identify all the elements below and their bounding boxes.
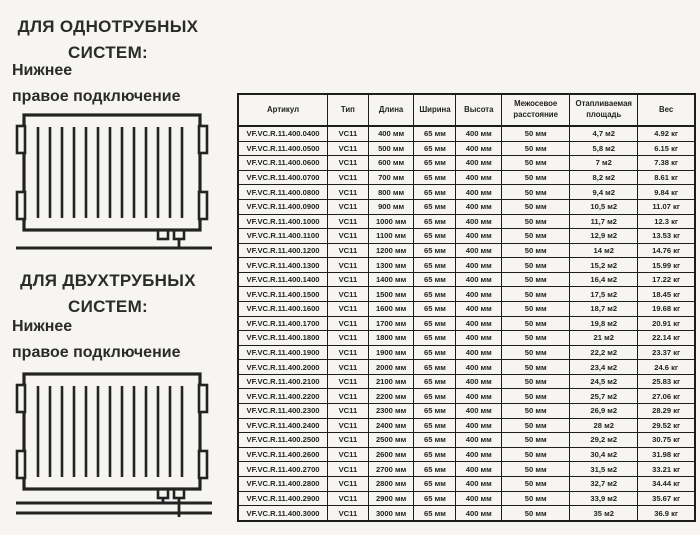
table-cell: 65 мм — [414, 170, 456, 185]
table-cell: 33,9 м2 — [570, 491, 638, 506]
table-cell: 65 мм — [414, 491, 456, 506]
table-cell: 1200 мм — [368, 243, 414, 258]
table-cell: 400 мм — [456, 156, 502, 171]
table-cell: 50 мм — [502, 301, 570, 316]
table-row — [238, 272, 695, 287]
table-cell: VF.VC.R.11.400.1700 — [238, 316, 328, 331]
table-cell: 50 мм — [502, 156, 570, 171]
table-cell: 65 мм — [414, 287, 456, 302]
table-cell: 65 мм — [414, 301, 456, 316]
table-cell: 9,4 м2 — [570, 185, 638, 200]
table-cell: VC11 — [328, 433, 369, 448]
table-cell: 50 мм — [502, 447, 570, 462]
table-cell: 32,7 м2 — [570, 476, 638, 491]
table-cell: VF.VC.R.11.400.2200 — [238, 389, 328, 404]
table-cell: 10,5 м2 — [570, 199, 638, 214]
table-row — [238, 374, 695, 389]
table-cell: 900 мм — [368, 199, 414, 214]
table-cell: 21 м2 — [570, 331, 638, 346]
table-cell: VC11 — [328, 360, 369, 375]
table-cell: VF.VC.R.11.400.1100 — [238, 229, 328, 244]
table-cell: VC11 — [328, 258, 369, 273]
table-cell: 65 мм — [414, 272, 456, 287]
table-cell: 30,4 м2 — [570, 447, 638, 462]
table-cell: VC11 — [328, 418, 369, 433]
table-cell: 50 мм — [502, 199, 570, 214]
table-cell: VF.VC.R.11.400.2000 — [238, 360, 328, 375]
table-cell: 26,9 м2 — [570, 404, 638, 419]
table-cell: VF.VC.R.11.400.2500 — [238, 433, 328, 448]
table-row — [238, 316, 695, 331]
table-cell: VC11 — [328, 476, 369, 491]
table-cell: VF.VC.R.11.400.1000 — [238, 214, 328, 229]
table-cell: 65 мм — [414, 345, 456, 360]
table-cell: 33.21 кг — [638, 462, 695, 477]
table-row — [238, 491, 695, 506]
table-cell: 2700 мм — [368, 462, 414, 477]
table-cell: 400 мм — [456, 374, 502, 389]
table-cell: 28.29 кг — [638, 404, 695, 419]
heading-two-pipe-systems — [8, 268, 208, 319]
table-cell: 27.06 кг — [638, 389, 695, 404]
col-header-height: Высота — [456, 94, 502, 126]
table-cell: 1700 мм — [368, 316, 414, 331]
table-cell: 22,2 м2 — [570, 345, 638, 360]
connection-line: Нижнее — [12, 318, 73, 335]
table-cell: 65 мм — [414, 331, 456, 346]
table-row — [238, 156, 695, 171]
table-row — [238, 185, 695, 200]
col-header-weight: Вес — [638, 94, 695, 126]
table-cell: 400 мм — [456, 141, 502, 156]
table-cell: 34.44 кг — [638, 476, 695, 491]
table-cell: 400 мм — [456, 345, 502, 360]
table-cell: 4,7 м2 — [570, 126, 638, 141]
table-cell: 400 мм — [456, 126, 502, 141]
table-row — [238, 418, 695, 433]
table-row — [238, 476, 695, 491]
table-cell: 2000 мм — [368, 360, 414, 375]
table-cell: 65 мм — [414, 316, 456, 331]
table-cell: 400 мм — [456, 462, 502, 477]
table-cell: 65 мм — [414, 214, 456, 229]
table-cell: 1900 мм — [368, 345, 414, 360]
table-cell: 5,8 м2 — [570, 141, 638, 156]
table-cell: VF.VC.R.11.400.0900 — [238, 199, 328, 214]
table-row — [238, 287, 695, 302]
table-row — [238, 301, 695, 316]
table-cell: 400 мм — [368, 126, 414, 141]
table-cell: VF.VC.R.11.400.2600 — [238, 447, 328, 462]
connection-line: правое подключение — [12, 343, 181, 361]
table-cell: 23,4 м2 — [570, 360, 638, 375]
table-row — [238, 141, 695, 156]
table-cell: 15.99 кг — [638, 258, 695, 273]
table-cell: 1100 мм — [368, 229, 414, 244]
table-cell: 65 мм — [414, 389, 456, 404]
table-cell: VC11 — [328, 243, 369, 258]
table-cell: VC11 — [328, 316, 369, 331]
table-cell: VC11 — [328, 374, 369, 389]
table-row — [238, 404, 695, 419]
table-cell: 20.91 кг — [638, 316, 695, 331]
col-header-length: Длина — [368, 94, 414, 126]
table-row — [238, 170, 695, 185]
table-cell: 50 мм — [502, 126, 570, 141]
table-cell: 8,2 м2 — [570, 170, 638, 185]
heading-line: СИСТЕМ: — [68, 42, 148, 62]
table-cell: VC11 — [328, 506, 369, 521]
col-header-width: Ширина — [414, 94, 456, 126]
table-cell: VF.VC.R.11.400.2300 — [238, 404, 328, 419]
table-cell: 22.14 кг — [638, 331, 695, 346]
sidebar — [8, 0, 230, 535]
table-cell: 400 мм — [456, 272, 502, 287]
table-cell: 400 мм — [456, 199, 502, 214]
table-cell: 23.37 кг — [638, 345, 695, 360]
table-cell: 24,5 м2 — [570, 374, 638, 389]
table-cell: 19,8 м2 — [570, 316, 638, 331]
table-cell: 65 мм — [414, 418, 456, 433]
table-cell: 2900 мм — [368, 491, 414, 506]
table-cell: 50 мм — [502, 433, 570, 448]
table-row — [238, 360, 695, 375]
table-cell: VC11 — [328, 462, 369, 477]
table-cell: 8.61 кг — [638, 170, 695, 185]
table-cell: 11.07 кг — [638, 199, 695, 214]
table-cell: 24.6 кг — [638, 360, 695, 375]
table-cell: 400 мм — [456, 316, 502, 331]
table-cell: 2200 мм — [368, 389, 414, 404]
table-cell: VF.VC.R.11.400.3000 — [238, 506, 328, 521]
table-cell: 50 мм — [502, 345, 570, 360]
table-cell: 600 мм — [368, 156, 414, 171]
table-cell: 65 мм — [414, 506, 456, 521]
table-cell: 12.3 кг — [638, 214, 695, 229]
table-cell: VF.VC.R.11.400.1400 — [238, 272, 328, 287]
table-cell: 400 мм — [456, 506, 502, 521]
heading-line: ДЛЯ ОДНОТРУБНЫХ — [17, 17, 199, 36]
table-cell: 14.76 кг — [638, 243, 695, 258]
table-cell: 25,7 м2 — [570, 389, 638, 404]
table-cell: VC11 — [328, 301, 369, 316]
table-cell: 50 мм — [502, 404, 570, 419]
table-cell: 65 мм — [414, 462, 456, 477]
table-cell: 400 мм — [456, 243, 502, 258]
table-cell: 400 мм — [456, 170, 502, 185]
table-cell: 50 мм — [502, 506, 570, 521]
table-cell: 400 мм — [456, 258, 502, 273]
table-cell: 65 мм — [414, 199, 456, 214]
table-cell: VF.VC.R.11.400.1800 — [238, 331, 328, 346]
table-cell: 11,7 м2 — [570, 214, 638, 229]
table-cell: 35.67 кг — [638, 491, 695, 506]
table-row — [238, 447, 695, 462]
heading-line: СИСТЕМ: — [68, 296, 148, 316]
heading-line: ДЛЯ ДВУХТРУБНЫХ — [20, 271, 196, 290]
table-cell: VC11 — [328, 141, 369, 156]
table-cell: 50 мм — [502, 243, 570, 258]
table-cell: 50 мм — [502, 462, 570, 477]
table-cell: 50 мм — [502, 389, 570, 404]
table-row — [238, 126, 695, 141]
table-cell: 1400 мм — [368, 272, 414, 287]
table-cell: 400 мм — [456, 301, 502, 316]
table-cell: VF.VC.R.11.400.2400 — [238, 418, 328, 433]
table-cell: 13.53 кг — [638, 229, 695, 244]
table-cell: 400 мм — [456, 229, 502, 244]
table-cell: VF.VC.R.11.400.0700 — [238, 170, 328, 185]
table-cell: 65 мм — [414, 404, 456, 419]
col-header-article: Артикул — [238, 94, 328, 126]
spec-table — [237, 93, 696, 522]
table-cell: 400 мм — [456, 491, 502, 506]
table-cell: 6.15 кг — [638, 141, 695, 156]
table-cell: VC11 — [328, 389, 369, 404]
col-header-axial-distance: Межосевое расстояние — [502, 94, 570, 126]
table-cell: 400 мм — [456, 404, 502, 419]
table-cell: 15,2 м2 — [570, 258, 638, 273]
table-row — [238, 462, 695, 477]
table-cell: 36.9 кг — [638, 506, 695, 521]
table-cell: 400 мм — [456, 185, 502, 200]
table-cell: 29,2 м2 — [570, 433, 638, 448]
table-cell: VF.VC.R.11.400.2900 — [238, 491, 328, 506]
table-row — [238, 345, 695, 360]
table-cell: VC11 — [328, 170, 369, 185]
table-cell: VC11 — [328, 229, 369, 244]
table-cell: 2800 мм — [368, 476, 414, 491]
table-cell: 400 мм — [456, 287, 502, 302]
table-cell: 400 мм — [456, 331, 502, 346]
table-cell: 7 м2 — [570, 156, 638, 171]
table-cell: 50 мм — [502, 374, 570, 389]
table-cell: 50 мм — [502, 170, 570, 185]
table-cell: VF.VC.R.11.400.0400 — [238, 126, 328, 141]
table-cell: 400 мм — [456, 476, 502, 491]
table-cell: VF.VC.R.11.400.1500 — [238, 287, 328, 302]
table-cell: 2400 мм — [368, 418, 414, 433]
table-cell: VF.VC.R.11.400.2700 — [238, 462, 328, 477]
table-cell: 65 мм — [414, 141, 456, 156]
table-cell: 1800 мм — [368, 331, 414, 346]
table-cell: VF.VC.R.11.400.2100 — [238, 374, 328, 389]
table-cell: 65 мм — [414, 258, 456, 273]
table-cell: VF.VC.R.11.400.1900 — [238, 345, 328, 360]
table-cell: 65 мм — [414, 229, 456, 244]
table-cell: 4.92 кг — [638, 126, 695, 141]
table-cell: VF.VC.R.11.400.2800 — [238, 476, 328, 491]
table-cell: 12,9 м2 — [570, 229, 638, 244]
table-cell: 700 мм — [368, 170, 414, 185]
radiator-two-pipe-icon — [12, 370, 218, 520]
table-cell: 1500 мм — [368, 287, 414, 302]
table-header-row — [238, 94, 695, 126]
table-cell: VF.VC.R.11.400.0600 — [238, 156, 328, 171]
table-cell: 17.22 кг — [638, 272, 695, 287]
table-cell: 65 мм — [414, 374, 456, 389]
table-cell: 35 м2 — [570, 506, 638, 521]
connection-line: правое подключение — [12, 87, 181, 105]
table-cell: VF.VC.R.11.400.1300 — [238, 258, 328, 273]
table-cell: 65 мм — [414, 433, 456, 448]
connection-label-two — [12, 314, 222, 366]
table-cell: 65 мм — [414, 447, 456, 462]
table-cell: 50 мм — [502, 141, 570, 156]
table-cell: 400 мм — [456, 214, 502, 229]
table-cell: 7.38 кг — [638, 156, 695, 171]
table-cell: 9.84 кг — [638, 185, 695, 200]
table-cell: VC11 — [328, 199, 369, 214]
connection-label-single — [12, 58, 222, 110]
table-cell: 50 мм — [502, 476, 570, 491]
table-cell: VC11 — [328, 156, 369, 171]
table-cell: 1600 мм — [368, 301, 414, 316]
table-cell: VC11 — [328, 272, 369, 287]
table-cell: 2600 мм — [368, 447, 414, 462]
table-cell: 25.83 кг — [638, 374, 695, 389]
table-cell: 29.52 кг — [638, 418, 695, 433]
table-cell: VC11 — [328, 404, 369, 419]
table-cell: 400 мм — [456, 418, 502, 433]
table-cell: 16,4 м2 — [570, 272, 638, 287]
table-cell: 1000 мм — [368, 214, 414, 229]
table-cell: 400 мм — [456, 447, 502, 462]
table-cell: 28 м2 — [570, 418, 638, 433]
table-cell: 19.68 кг — [638, 301, 695, 316]
table-cell: 500 мм — [368, 141, 414, 156]
table-cell: 65 мм — [414, 476, 456, 491]
table-row — [238, 506, 695, 521]
table-cell: 50 мм — [502, 185, 570, 200]
table-cell: 1300 мм — [368, 258, 414, 273]
table-cell: 50 мм — [502, 287, 570, 302]
table-cell: VC11 — [328, 126, 369, 141]
table-row — [238, 243, 695, 258]
table-cell: 30.75 кг — [638, 433, 695, 448]
table-cell: VF.VC.R.11.400.1600 — [238, 301, 328, 316]
table-cell: 50 мм — [502, 229, 570, 244]
table-cell: 50 мм — [502, 491, 570, 506]
radiator-single-pipe-icon — [12, 111, 218, 253]
table-cell: 50 мм — [502, 214, 570, 229]
table-cell: 50 мм — [502, 258, 570, 273]
table-cell: 31,5 м2 — [570, 462, 638, 477]
table-cell: 50 мм — [502, 316, 570, 331]
table-cell: 3000 мм — [368, 506, 414, 521]
table-cell: 14 м2 — [570, 243, 638, 258]
table-cell: 18.45 кг — [638, 287, 695, 302]
table-row — [238, 214, 695, 229]
table-cell: 2500 мм — [368, 433, 414, 448]
spec-table-container — [237, 93, 696, 522]
table-cell: 2100 мм — [368, 374, 414, 389]
col-header-heated-area: Отапливаемая площадь — [570, 94, 638, 126]
connection-line: Нижнее — [12, 62, 73, 79]
table-cell: 65 мм — [414, 185, 456, 200]
table-cell: 50 мм — [502, 360, 570, 375]
table-cell: 65 мм — [414, 243, 456, 258]
table-cell: 18,7 м2 — [570, 301, 638, 316]
spec-table-body — [238, 126, 695, 521]
table-cell: 50 мм — [502, 272, 570, 287]
table-row — [238, 389, 695, 404]
table-cell: 17,5 м2 — [570, 287, 638, 302]
table-row — [238, 229, 695, 244]
table-cell: VF.VC.R.11.400.0500 — [238, 141, 328, 156]
table-row — [238, 258, 695, 273]
table-cell: VF.VC.R.11.400.0800 — [238, 185, 328, 200]
table-cell: VC11 — [328, 447, 369, 462]
table-cell: 400 мм — [456, 389, 502, 404]
table-cell: VC11 — [328, 331, 369, 346]
col-header-type: Тип — [328, 94, 369, 126]
table-cell: VC11 — [328, 185, 369, 200]
table-row — [238, 331, 695, 346]
table-cell: VC11 — [328, 287, 369, 302]
table-cell: VF.VC.R.11.400.1200 — [238, 243, 328, 258]
table-cell: VC11 — [328, 345, 369, 360]
table-cell: 400 мм — [456, 360, 502, 375]
table-cell: 65 мм — [414, 156, 456, 171]
table-cell: VC11 — [328, 491, 369, 506]
table-cell: 2300 мм — [368, 404, 414, 419]
table-cell: 400 мм — [456, 433, 502, 448]
table-cell: 65 мм — [414, 126, 456, 141]
table-cell: 65 мм — [414, 360, 456, 375]
table-cell: 31.98 кг — [638, 447, 695, 462]
table-cell: 50 мм — [502, 418, 570, 433]
table-row — [238, 433, 695, 448]
table-row — [238, 199, 695, 214]
table-cell: 800 мм — [368, 185, 414, 200]
table-cell: VC11 — [328, 214, 369, 229]
table-cell: 50 мм — [502, 331, 570, 346]
